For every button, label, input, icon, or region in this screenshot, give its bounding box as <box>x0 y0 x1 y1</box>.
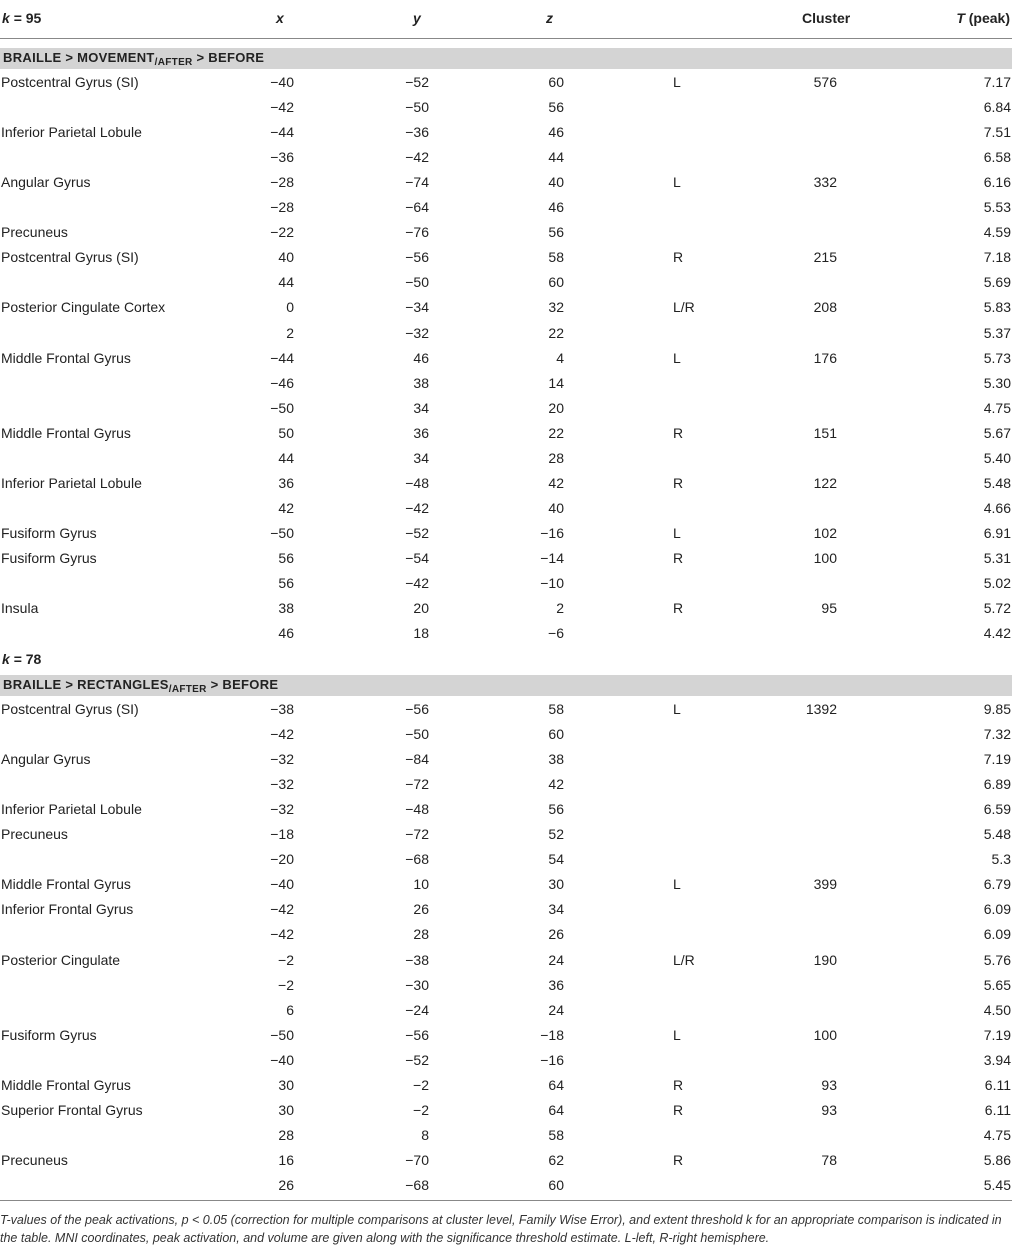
cluster-cell: 100 <box>813 1026 837 1043</box>
y-cell: −52 <box>405 1051 429 1068</box>
z-cell: 22 <box>548 424 564 441</box>
z-cell: 56 <box>548 224 564 241</box>
cluster-cell: 1392 <box>805 701 837 717</box>
cluster-cell: 576 <box>813 74 837 90</box>
t-peak-cell: 6.84 <box>983 99 1011 116</box>
y-cell: −52 <box>405 524 429 541</box>
hemisphere-cell: L/R <box>673 299 695 316</box>
table-row <box>0 146 1012 171</box>
x-cell: 38 <box>278 600 294 617</box>
table-footnote: T-values of the peak activations, p < 0.05 (correction for multiple comparisons at cluster level, Family Wise Error), and extent threshold k for an appropriate comparison is indicated in the table. MNI coordinates, peak activation, and volume are given along with the significance threshold estimate. L-left, R-right hemisphere. <box>0 1213 1002 1245</box>
x-cell: 26 <box>278 1176 294 1193</box>
region-cell: Middle Frontal Gyrus <box>1 349 131 366</box>
table-row <box>0 1149 1012 1174</box>
table-row <box>0 1024 1012 1049</box>
t-peak-cell: 5.76 <box>983 951 1011 968</box>
table-row <box>0 572 1012 597</box>
x-cell: −18 <box>270 826 294 843</box>
t-peak-cell: 6.09 <box>983 901 1011 918</box>
section-title-movement: BRAILLE > $MOVEMENT_{/AFTER}$ > BEFORE <box>0 48 1012 69</box>
t-peak-cell: 5.72 <box>983 600 1011 617</box>
table-row <box>0 522 1012 547</box>
x-cell: 30 <box>278 1076 294 1093</box>
hemisphere-cell: R <box>673 1076 684 1093</box>
y-cell: −52 <box>405 74 429 90</box>
z-cell: 54 <box>548 851 564 868</box>
z-cell: −10 <box>540 575 564 591</box>
z-cell: −14 <box>540 549 564 566</box>
region-cell: Posterior Cingulate <box>1 951 121 968</box>
y-cell: −50 <box>405 726 429 743</box>
y-cell: 36 <box>413 424 429 441</box>
y-cell: −72 <box>405 776 429 793</box>
z-cell: 44 <box>548 149 564 166</box>
y-cell: 26 <box>413 901 429 918</box>
table-row <box>0 497 1012 522</box>
table-row <box>0 974 1012 999</box>
y-cell: −56 <box>405 1026 429 1043</box>
z-cell: 64 <box>548 1101 564 1118</box>
z-cell: 46 <box>548 199 564 216</box>
table-row <box>0 121 1012 146</box>
y-cell: −32 <box>405 324 429 341</box>
z-cell: 60 <box>548 726 564 743</box>
z-cell: 26 <box>548 926 564 943</box>
z-header: z <box>546 10 553 26</box>
region-cell: Superior Frontal Gyrus <box>1 1101 143 1118</box>
t-peak-cell: 4.42 <box>983 625 1011 642</box>
t-peak-cell: 4.66 <box>983 499 1011 516</box>
table-row <box>0 1049 1012 1074</box>
x-cell: 50 <box>278 424 294 441</box>
x-cell: −32 <box>270 751 294 768</box>
table-row <box>0 196 1012 221</box>
y-cell: −48 <box>405 474 429 491</box>
t-peak-cell: 5.3 <box>991 851 1011 868</box>
region-cell: Angular Gyrus <box>1 751 91 768</box>
z-cell: 58 <box>548 701 564 717</box>
table-row <box>0 898 1012 923</box>
region-cell: Middle Frontal Gyrus <box>1 876 131 893</box>
y-cell: 20 <box>413 600 429 617</box>
region-cell: Fusiform Gyrus <box>1 1026 97 1043</box>
table-bottom-rule <box>0 1200 1012 1201</box>
y-cell: −70 <box>405 1151 429 1168</box>
hemisphere-cell: R <box>673 424 684 441</box>
t-peak-header: T (peak) <box>956 10 1010 26</box>
z-cell: 22 <box>548 324 564 341</box>
table-row <box>0 347 1012 372</box>
t-peak-cell: 6.91 <box>983 524 1011 541</box>
table-row <box>0 422 1012 447</box>
region-cell: Inferior Parietal Lobule <box>1 801 142 818</box>
t-peak-cell: 5.02 <box>983 575 1011 591</box>
x-cell: −36 <box>270 149 294 166</box>
t-peak-cell: 6.58 <box>983 149 1011 166</box>
z-cell: −18 <box>540 1026 564 1043</box>
k-threshold-header: k = 95 <box>2 10 42 26</box>
z-cell: 58 <box>548 249 564 266</box>
table-row <box>0 296 1012 321</box>
table-row <box>0 823 1012 848</box>
y-cell: −38 <box>405 951 429 968</box>
x-cell: 6 <box>286 1001 294 1018</box>
y-cell: 34 <box>413 449 429 466</box>
table-row <box>0 773 1012 798</box>
region-cell: Precuneus <box>1 1151 68 1168</box>
cluster-cell: 102 <box>813 524 837 541</box>
region-cell: Precuneus <box>1 224 68 241</box>
z-cell: 64 <box>548 1076 564 1093</box>
z-cell: 30 <box>548 876 564 893</box>
x-cell: −40 <box>270 1051 294 1068</box>
t-peak-cell: 5.83 <box>983 299 1011 316</box>
t-peak-cell: 5.69 <box>983 274 1011 291</box>
cluster-cell: 93 <box>821 1076 837 1093</box>
y-cell: −68 <box>405 1176 429 1193</box>
hemisphere-cell: L <box>673 74 681 90</box>
region-cell: Postcentral Gyrus (SI) <box>1 74 139 90</box>
y-cell: −72 <box>405 826 429 843</box>
region-cell: Middle Frontal Gyrus <box>1 1076 131 1093</box>
hemisphere-cell: R <box>673 474 684 491</box>
region-cell: Insula <box>1 600 39 617</box>
cluster-cell: 78 <box>821 1151 837 1168</box>
x-cell: −32 <box>270 776 294 793</box>
table-row <box>0 748 1012 773</box>
z-cell: 46 <box>548 124 564 141</box>
cluster-cell: 208 <box>813 299 837 316</box>
y-cell: −74 <box>405 174 429 191</box>
table-row <box>0 698 1012 723</box>
y-cell: −84 <box>405 751 429 768</box>
y-cell: 28 <box>413 926 429 943</box>
x-cell: −50 <box>270 1026 294 1043</box>
table-row <box>0 1174 1012 1199</box>
table-row <box>0 221 1012 246</box>
x-cell: 44 <box>278 449 294 466</box>
x-cell: 28 <box>278 1126 294 1143</box>
table-row <box>0 322 1012 347</box>
t-peak-cell: 9.85 <box>983 701 1011 717</box>
cluster-cell: 399 <box>813 876 837 893</box>
y-cell: −50 <box>405 274 429 291</box>
table-row <box>0 923 1012 948</box>
x-cell: −50 <box>270 524 294 541</box>
z-cell: 52 <box>548 826 564 843</box>
z-cell: 60 <box>548 274 564 291</box>
y-cell: 38 <box>413 374 429 391</box>
table-row <box>0 949 1012 974</box>
region-cell: Posterior Cingulate Cortex <box>1 299 166 316</box>
z-cell: 42 <box>548 474 564 491</box>
x-cell: 2 <box>286 324 294 341</box>
t-peak-cell: 5.73 <box>983 349 1011 366</box>
x-cell: −28 <box>270 174 294 191</box>
x-cell: 42 <box>278 499 294 516</box>
t-peak-cell: 7.51 <box>983 124 1011 141</box>
t-peak-cell: 7.19 <box>983 1026 1011 1043</box>
y-cell: −76 <box>405 224 429 241</box>
x-cell: −40 <box>270 876 294 893</box>
t-peak-cell: 6.59 <box>983 801 1011 818</box>
x-cell: −40 <box>270 74 294 90</box>
z-cell: 14 <box>548 374 564 391</box>
z-cell: 40 <box>548 174 564 191</box>
table-row <box>0 848 1012 873</box>
y-cell: −68 <box>405 851 429 868</box>
t-peak-cell: 6.16 <box>983 174 1011 191</box>
table-row <box>0 71 1012 96</box>
x-cell: −28 <box>270 199 294 216</box>
t-peak-cell: 4.75 <box>983 399 1011 416</box>
t-peak-cell: 6.11 <box>984 1101 1011 1118</box>
cluster-cell: 176 <box>813 349 837 366</box>
k-threshold-label: k = 78 <box>2 651 42 667</box>
section-title-rectangles: BRAILLE > $RECTANGLES_{/AFTER}$ > BEFORE <box>0 675 1012 696</box>
y-cell: −42 <box>405 499 429 516</box>
z-cell: 28 <box>548 449 564 466</box>
x-cell: −38 <box>270 701 294 717</box>
x-cell: −42 <box>270 726 294 743</box>
cluster-cell: 122 <box>813 474 837 491</box>
y-cell: −34 <box>405 299 429 316</box>
x-cell: 46 <box>278 625 294 642</box>
cluster-cell: 100 <box>813 549 837 566</box>
x-cell: −42 <box>270 926 294 943</box>
z-cell: 56 <box>548 801 564 818</box>
x-cell: −20 <box>270 851 294 868</box>
t-peak-cell: 5.48 <box>983 826 1011 843</box>
x-cell: 16 <box>278 1151 294 1168</box>
z-cell: 62 <box>548 1151 564 1168</box>
t-peak-cell: 6.79 <box>983 876 1011 893</box>
table-header: k = 95 x y z Cluster T (peak) <box>0 0 1012 39</box>
region-cell: Postcentral Gyrus (SI) <box>1 249 139 266</box>
z-cell: 20 <box>548 399 564 416</box>
cluster-cell: 332 <box>813 174 837 191</box>
z-cell: 60 <box>548 74 564 90</box>
t-peak-cell: 6.09 <box>983 926 1011 943</box>
table-row <box>0 999 1012 1024</box>
table-row <box>0 397 1012 422</box>
hemisphere-cell: L <box>673 876 681 893</box>
x-cell: −44 <box>270 349 294 366</box>
hemisphere-cell: L <box>673 524 681 541</box>
t-peak-cell: 5.40 <box>983 449 1011 466</box>
hemisphere-cell: R <box>673 1101 684 1118</box>
region-cell: Middle Frontal Gyrus <box>1 424 131 441</box>
y-cell: −42 <box>405 575 429 591</box>
y-cell: −48 <box>405 801 429 818</box>
z-cell: −16 <box>540 1051 564 1068</box>
table-row <box>0 1099 1012 1124</box>
table-row <box>0 372 1012 397</box>
cluster-cell: 215 <box>813 249 837 266</box>
z-cell: −6 <box>548 625 564 642</box>
table-row <box>0 472 1012 497</box>
t-peak-cell: 5.30 <box>983 374 1011 391</box>
t-peak-cell: 4.75 <box>983 1126 1011 1143</box>
x-cell: 56 <box>278 575 294 591</box>
y-cell: −56 <box>405 701 429 717</box>
cluster-cell: 190 <box>813 951 837 968</box>
hemisphere-cell: L <box>673 1026 681 1043</box>
t-peak-cell: 6.11 <box>984 1076 1011 1093</box>
table-row <box>0 447 1012 472</box>
t-peak-cell: 3.94 <box>983 1051 1011 1068</box>
y-cell: −30 <box>405 976 429 993</box>
t-peak-cell: 7.32 <box>983 726 1011 743</box>
z-cell: 24 <box>548 951 564 968</box>
x-cell: 44 <box>278 274 294 291</box>
x-cell: −44 <box>270 124 294 141</box>
z-cell: 36 <box>548 976 564 993</box>
hemisphere-cell: L <box>673 349 681 366</box>
cluster-cell: 95 <box>821 600 837 617</box>
x-cell: −22 <box>270 224 294 241</box>
table-row <box>0 271 1012 296</box>
t-peak-cell: 5.31 <box>983 549 1011 566</box>
x-cell: −32 <box>270 801 294 818</box>
table-row <box>0 622 1012 647</box>
y-cell: −2 <box>413 1101 429 1118</box>
region-cell: Angular Gyrus <box>1 174 91 191</box>
z-cell: 32 <box>548 299 564 316</box>
x-cell: −46 <box>270 374 294 391</box>
t-peak-cell: 7.18 <box>983 249 1011 266</box>
t-peak-cell: 5.45 <box>983 1176 1011 1193</box>
x-cell: 30 <box>278 1101 294 1118</box>
hemisphere-cell: R <box>673 600 684 617</box>
z-cell: 40 <box>548 499 564 516</box>
table-row <box>0 171 1012 196</box>
table-row <box>0 798 1012 823</box>
cluster-header: Cluster <box>802 10 851 26</box>
y-cell: 46 <box>413 349 429 366</box>
cluster-cell: 151 <box>813 424 837 441</box>
x-cell: 36 <box>278 474 294 491</box>
z-cell: 4 <box>556 349 564 366</box>
t-peak-cell: 6.89 <box>983 776 1011 793</box>
region-cell: Fusiform Gyrus <box>1 524 97 541</box>
x-cell: −42 <box>270 901 294 918</box>
table-row <box>0 597 1012 622</box>
t-peak-cell: 4.59 <box>983 224 1011 241</box>
hemisphere-cell: R <box>673 1151 684 1168</box>
z-cell: 60 <box>548 1176 564 1193</box>
x-cell: −2 <box>278 976 294 993</box>
z-cell: 34 <box>548 901 564 918</box>
region-cell: Fusiform Gyrus <box>1 549 97 566</box>
z-cell: 42 <box>548 776 564 793</box>
region-cell: Inferior Parietal Lobule <box>1 124 142 141</box>
t-peak-cell: 5.86 <box>983 1151 1011 1168</box>
t-peak-cell: 5.65 <box>983 976 1011 993</box>
y-cell: 10 <box>413 876 429 893</box>
table-row <box>0 547 1012 572</box>
x-cell: −2 <box>278 951 294 968</box>
x-cell: 56 <box>278 549 294 566</box>
hemisphere-cell: R <box>673 549 684 566</box>
hemisphere-cell: R <box>673 249 684 266</box>
table-row <box>0 873 1012 898</box>
y-cell: −64 <box>405 199 429 216</box>
y-cell: −2 <box>413 1076 429 1093</box>
t-peak-cell: 7.19 <box>983 751 1011 768</box>
x-cell: 40 <box>278 249 294 266</box>
x-cell: −42 <box>270 99 294 116</box>
y-cell: 34 <box>413 399 429 416</box>
table-row <box>0 1124 1012 1149</box>
region-cell: Inferior Parietal Lobule <box>1 474 142 491</box>
y-cell: −24 <box>405 1001 429 1018</box>
x-cell: −50 <box>270 399 294 416</box>
table-row <box>0 1074 1012 1099</box>
z-cell: 24 <box>548 1001 564 1018</box>
y-cell: 18 <box>413 625 429 642</box>
hemisphere-cell: L/R <box>673 951 695 968</box>
y-cell: −36 <box>405 124 429 141</box>
table-row <box>0 246 1012 271</box>
y-cell: −54 <box>405 549 429 566</box>
hemisphere-cell: L <box>673 174 681 191</box>
t-peak-cell: 5.37 <box>983 324 1011 341</box>
z-cell: 58 <box>548 1126 564 1143</box>
z-cell: −16 <box>540 524 564 541</box>
y-cell: −56 <box>405 249 429 266</box>
table-row <box>0 96 1012 121</box>
cluster-cell: 93 <box>821 1101 837 1118</box>
region-cell: Precuneus <box>1 826 68 843</box>
x-cell: 0 <box>286 299 294 316</box>
hemisphere-cell: L <box>673 701 681 717</box>
table-row <box>0 723 1012 748</box>
t-peak-cell: 5.67 <box>983 424 1011 441</box>
z-cell: 56 <box>548 99 564 116</box>
t-peak-cell: 5.53 <box>983 199 1011 216</box>
y-cell: 8 <box>421 1126 429 1143</box>
y-cell: −50 <box>405 99 429 116</box>
t-peak-cell: 4.50 <box>983 1001 1011 1018</box>
region-cell: Postcentral Gyrus (SI) <box>1 701 139 717</box>
t-peak-cell: 7.17 <box>983 74 1011 90</box>
region-cell: Inferior Frontal Gyrus <box>1 901 134 918</box>
z-cell: 2 <box>556 600 564 617</box>
z-cell: 38 <box>548 751 564 768</box>
y-header: y <box>413 10 421 26</box>
y-cell: −42 <box>405 149 429 166</box>
t-peak-cell: 5.48 <box>983 474 1011 491</box>
